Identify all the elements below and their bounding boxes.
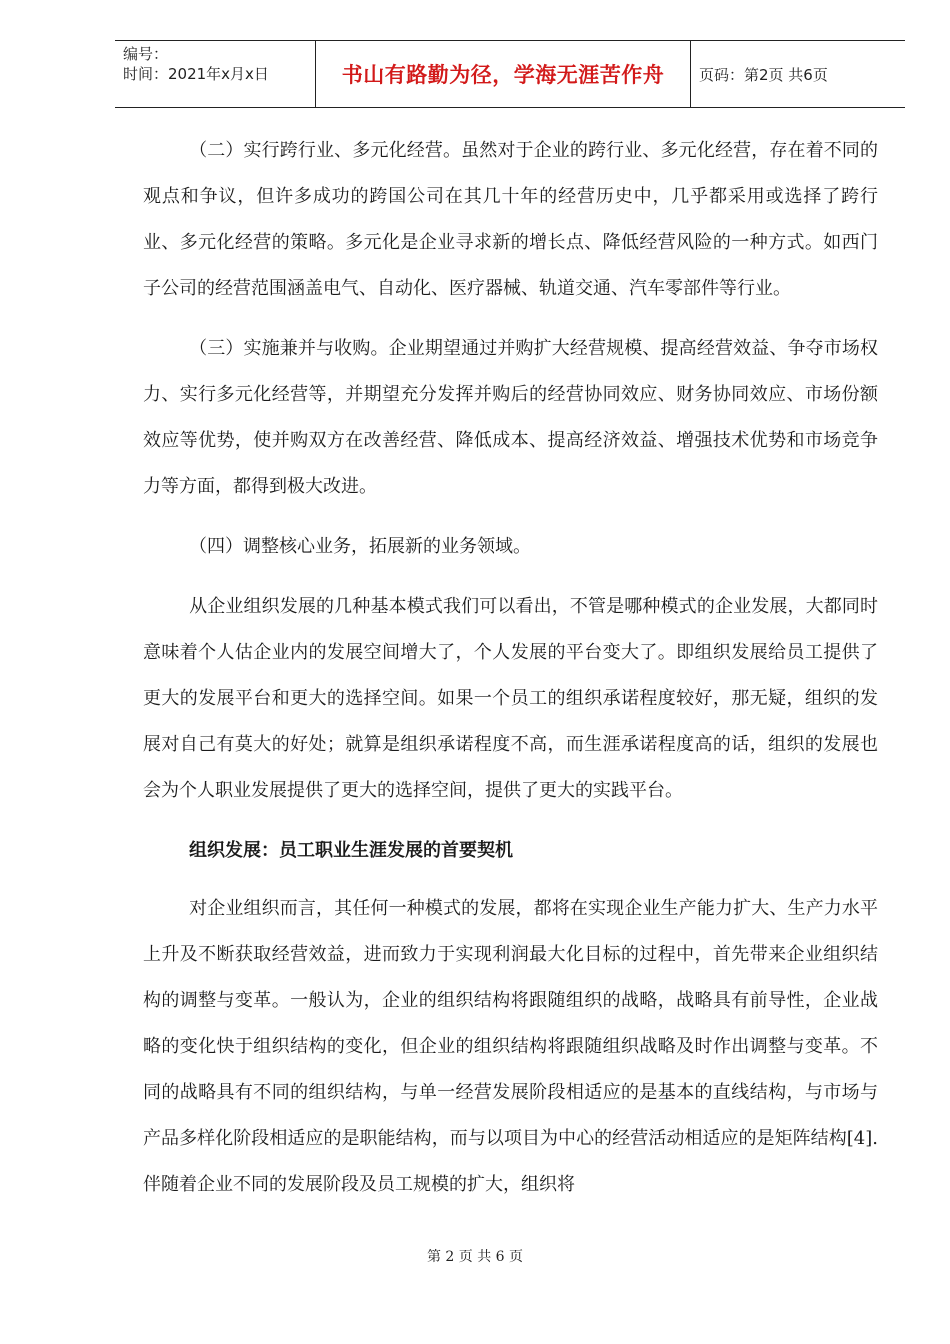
document-body	[143, 128, 878, 1222]
body-paragraph	[143, 326, 878, 510]
body-paragraph	[143, 584, 878, 814]
body-paragraph	[143, 524, 878, 570]
header-motto-cell	[316, 41, 691, 107]
header-meta-cell	[115, 41, 316, 107]
section-heading: 组织发展：员工职业生涯发展的首要契机	[189, 840, 513, 861]
document-time-label: 时间：2021年x月x日	[123, 65, 269, 83]
paragraph-text: 对企业组织而言，其任何一种模式的发展，都将在实现企业生产能力扩大、生产力水平上升及不断获取经营效益，进而致力于实现利润最大化目标的过程中，首先带来企业组织结构的调整与变革。一般认为，企业的组织结构将跟随组织的战略，战略具有前导性，企业战略的变化快于组织结构的变化，但企业的组织结构将跟随组织战略及时作出调整与变革。不同的战略具有不同的组织结构，与单一经营发展阶段相适应的是基本的直线结构，与市场与产品多样化阶段相适应的是职能结构，而与以项目为中心的经营活动相适应的是矩阵结构[4].伴随着企业不同的发展阶段及员工规模的扩大，组织将	[143, 898, 878, 1195]
paragraph-text: （二）实行跨行业、多元化经营。虽然对于企业的跨行业、多元化经营，存在着不同的观点和争议，但许多成功的跨国公司在其几十年的经营历史中，几乎都采用或选择了跨行业、多元化经营的策略。多元化是企业寻求新的增长点、降低经营风险的一种方式。如西门子公司的经营范围涵盖电气、自动化、医疗器械、轨道交通、汽车零部件等行业。	[143, 140, 878, 299]
document-number-label: 编号：	[123, 45, 169, 63]
paragraph-text: 从企业组织发展的几种基本模式我们可以看出，不管是哪种模式的企业发展，大都同时意味着个人估企业内的发展空间增大了，个人发展的平台变大了。即组织发展给员工提供了更大的发展平台和更大的选择空间。如果一个员工的组织承诺程度较好，那无疑，组织的发展对自己有莫大的好处；就算是组织承诺程度不高，而生涯承诺程度高的话，组织的发展也会为个人职业发展提供了更大的选择空间，提供了更大的实践平台。	[143, 596, 878, 801]
paragraph-text: （三）实施兼并与收购。企业期望通过并购扩大经营规模、提高经营效益、争夺市场权力、实行多元化经营等，并期望充分发挥并购后的经营协同效应、财务协同效应、市场份额效应等优势，使并购双方在改善经营、降低成本、提高经济效益、增强技术优势和市场竞争力等方面，都得到极大改进。	[143, 338, 878, 497]
body-paragraph	[143, 128, 878, 312]
document-header	[115, 40, 905, 108]
body-paragraph	[143, 886, 878, 1208]
header-page-cell	[691, 41, 905, 107]
paragraph-text: （四）调整核心业务，拓展新的业务领域。	[189, 536, 531, 557]
page-footer: 第 2 页 共 6 页	[426, 1249, 524, 1265]
header-page-info: 页码：第2页 共6页	[699, 65, 828, 84]
header-motto: 书山有路勤为径，学海无涯苦作舟	[341, 63, 665, 87]
